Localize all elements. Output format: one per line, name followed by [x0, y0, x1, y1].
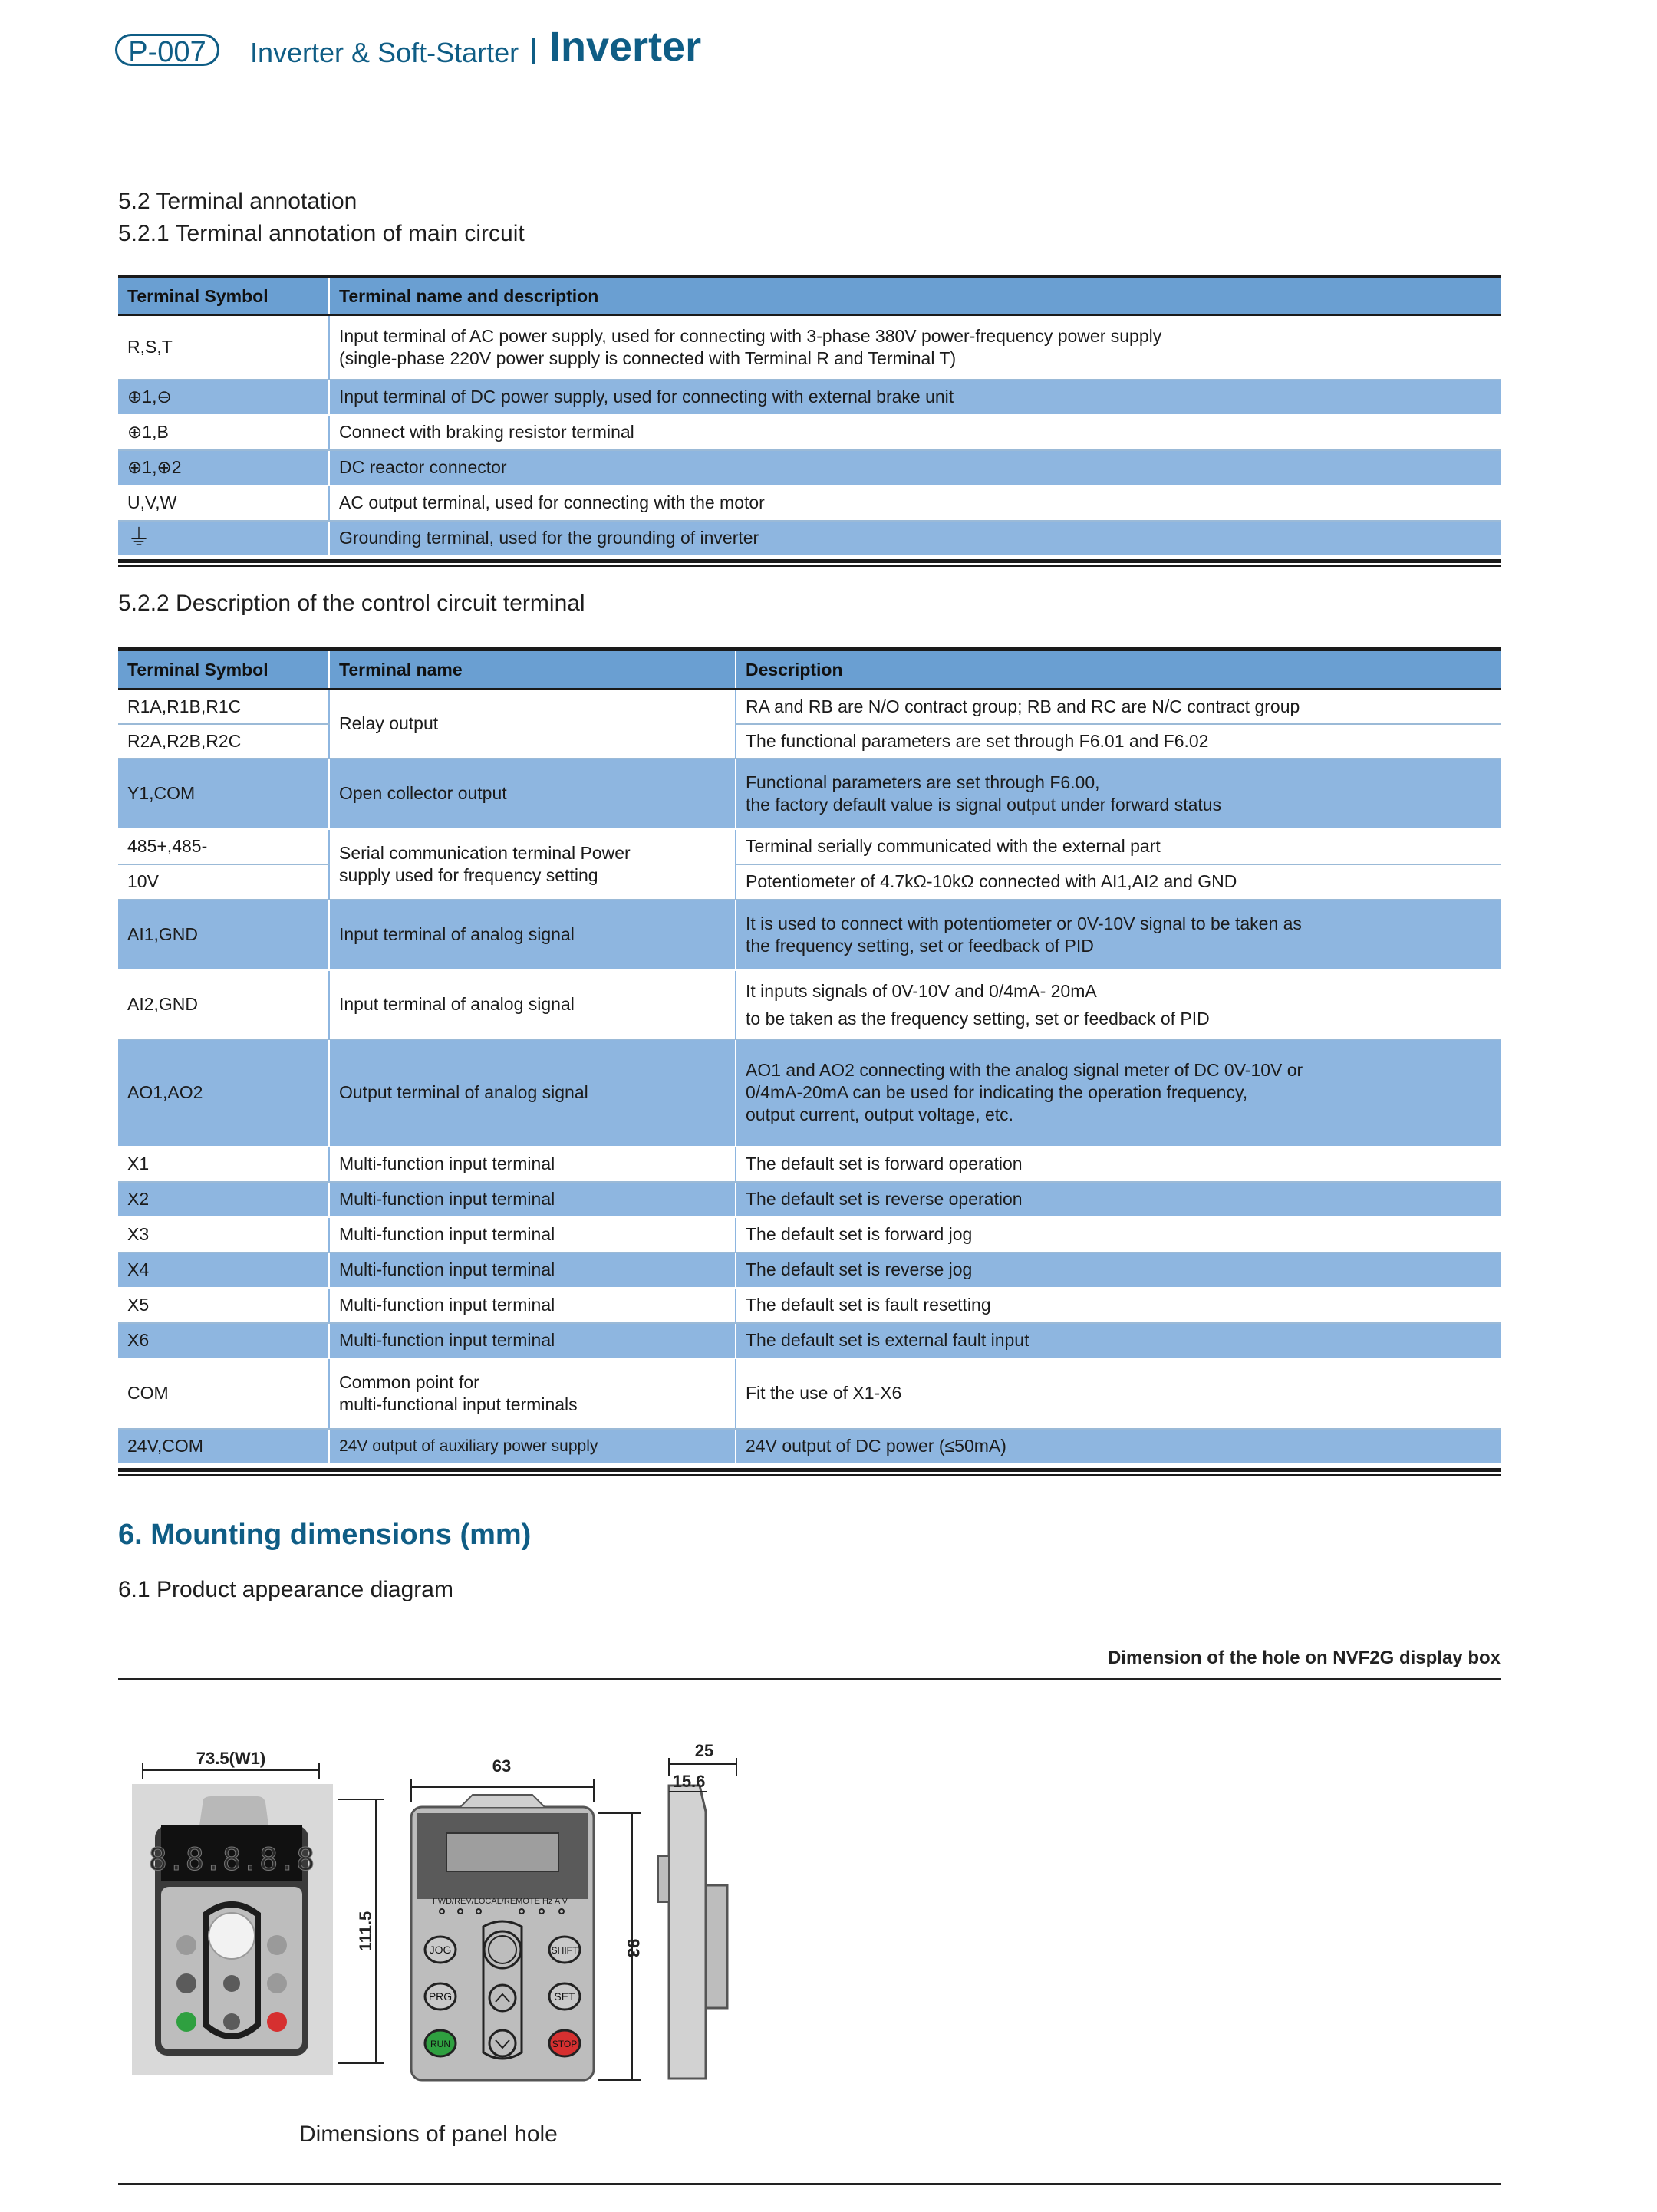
col-header: Terminal Symbol: [118, 650, 329, 690]
col-header: Terminal name: [329, 650, 736, 690]
terminal-symbol: Y1,COM: [118, 759, 329, 829]
table-row: [118, 380, 1501, 415]
terminal-symbol: ⊕1,⊖: [118, 380, 329, 415]
svg-text:SHIFT: SHIFT: [551, 1945, 578, 1956]
terminal-description: Functional parameters are set through F6.00, the factory default value is signal output under forward status: [736, 759, 1501, 829]
terminal-symbol: 24V,COM: [118, 1429, 329, 1464]
table-row: [118, 315, 1501, 380]
terminal-name: Serial communication terminal Power supply used for frequency setting: [329, 829, 736, 900]
section-title: 5.2 Terminal annotation: [118, 189, 357, 214]
section-subtitle: 6.1 Product appearance diagram: [118, 1577, 453, 1602]
potentiometer-knob-icon: [209, 1913, 255, 1959]
table-end-rule: [118, 1468, 1501, 1472]
terminal-symbol: AI2,GND: [118, 970, 329, 1039]
terminal-symbol: AO1,AO2: [118, 1039, 329, 1147]
table-row: [118, 1217, 1501, 1252]
panel-hole-caption: Dimensions of panel hole: [299, 2121, 558, 2147]
terminal-description: Connect with braking resistor terminal: [329, 415, 1501, 450]
terminal-description: Input terminal of AC power supply, used for connecting with 3-phase 380V power-frequency power supply (single-phase 220V power supply is connected with Terminal R and Terminal T): [329, 315, 1501, 380]
table-row: [118, 1323, 1501, 1358]
terminal-name: Multi-function input terminal: [329, 1252, 736, 1288]
indicator-labels: FWD/REV/LOCAL/REMOTE Hz A V: [432, 1897, 568, 1906]
dimension-w1: 73.5(W1): [196, 1749, 266, 1768]
hole-dimension-label: Dimension of the hole on NVF2G display box: [1107, 1647, 1501, 1668]
dimension-h2: 93: [624, 1938, 643, 1958]
table-row: [118, 1358, 1501, 1429]
terminal-description: Fit the use of X1-X6: [736, 1358, 1501, 1429]
terminal-name: Open collector output: [329, 759, 736, 829]
table-row: [118, 450, 1501, 486]
terminal-description: Terminal serially communicated with the external part: [736, 829, 1501, 864]
terminal-name: Input terminal of analog signal: [329, 900, 736, 970]
svg-text:SET: SET: [554, 1990, 575, 2003]
terminal-name: Multi-function input terminal: [329, 1147, 736, 1182]
terminal-symbol: X4: [118, 1252, 329, 1288]
terminal-symbol: 10V: [118, 864, 329, 900]
terminal-symbol: ⊕1,B: [118, 415, 329, 450]
table-end-rule: [118, 565, 1501, 567]
terminal-symbol: R,S,T: [118, 315, 329, 380]
product-appearance-diagram: [123, 1726, 767, 2102]
terminal-description: RA and RB are N/O contract group; RB and RC are N/C contract group: [736, 690, 1501, 724]
terminal-description: The default set is external fault input: [736, 1323, 1501, 1358]
terminal-description: The default set is reverse jog: [736, 1252, 1501, 1288]
terminal-name: Relay output: [329, 690, 736, 759]
terminal-name: Multi-function input terminal: [329, 1323, 736, 1358]
keypad-front-drawing: [411, 1795, 594, 2080]
dimension-d2: 15.6: [672, 1772, 706, 1791]
table-row: [118, 864, 1501, 900]
terminal-name: Multi-function input terminal: [329, 1217, 736, 1252]
table-end-rule: [118, 1474, 1501, 1476]
section-subtitle: 5.2.2 Description of the control circuit terminal: [118, 591, 585, 616]
terminal-description: 24V output of DC power (≤50mA): [736, 1429, 1501, 1464]
terminal-symbol: X3: [118, 1217, 329, 1252]
terminal-description: Input terminal of DC power supply, used for connecting with external brake unit: [329, 380, 1501, 415]
terminal-symbol: COM: [118, 1358, 329, 1429]
dimension-h1: 111.5: [356, 1911, 375, 1952]
table-row: [118, 521, 1501, 556]
table-row: [118, 1182, 1501, 1217]
terminal-description: The default set is forward operation: [736, 1147, 1501, 1182]
table-row: [118, 1288, 1501, 1323]
svg-text:JOG: JOG: [429, 1944, 452, 1956]
table-row: [118, 690, 1501, 724]
dimension-d1: 25: [694, 1741, 714, 1760]
section-heading: 6. Mounting dimensions (mm): [118, 1519, 532, 1551]
divider: [118, 1678, 1501, 1680]
terminal-symbol: ⊕1,⊕2: [118, 450, 329, 486]
terminal-symbol: X2: [118, 1182, 329, 1217]
section-subtitle: 5.2.1 Terminal annotation of main circuit: [118, 221, 525, 246]
terminal-symbol: R2A,R2B,R2C: [118, 724, 329, 759]
table-row: [118, 970, 1501, 1039]
terminal-symbol: AI1,GND: [118, 900, 329, 970]
terminal-name: 24V output of auxiliary power supply: [329, 1429, 736, 1464]
terminal-name: Input terminal of analog signal: [329, 970, 736, 1039]
divider: [118, 2183, 1501, 2185]
table-row: [118, 415, 1501, 450]
terminal-description: AO1 and AO2 connecting with the analog signal meter of DC 0V-10V or 0/4mA-20mA can be used for indicating the operation frequency, output current, output voltage, etc.: [736, 1039, 1501, 1147]
terminal-description: The default set is forward jog: [736, 1217, 1501, 1252]
main-circuit-table: [118, 275, 1501, 557]
terminal-name: Output terminal of analog signal: [329, 1039, 736, 1147]
terminal-name: Multi-function input terminal: [329, 1288, 736, 1323]
keypad-side-view: [658, 1786, 727, 2079]
table-row: [118, 1039, 1501, 1147]
table-row: [118, 486, 1501, 521]
table-row: [118, 1252, 1501, 1288]
table-row: [118, 724, 1501, 759]
terminal-symbol: U,V,W: [118, 486, 329, 521]
table-row: [118, 900, 1501, 970]
terminal-description: Grounding terminal, used for the grounding of inverter: [329, 521, 1501, 556]
terminal-description: DC reactor connector: [329, 450, 1501, 486]
terminal-name: Multi-function input terminal: [329, 1182, 736, 1217]
terminal-description: The functional parameters are set through F6.01 and F6.02: [736, 724, 1501, 759]
terminal-description: The default set is reverse operation: [736, 1182, 1501, 1217]
terminal-description: The default set is fault resetting: [736, 1288, 1501, 1323]
terminal-symbol: R1A,R1B,R1C: [118, 690, 329, 724]
col-header: Terminal Symbol: [118, 277, 329, 315]
terminal-description: AC output terminal, used for connecting with the motor: [329, 486, 1501, 521]
terminal-symbol: X6: [118, 1323, 329, 1358]
table-row: [118, 1429, 1501, 1464]
ground-icon: ⏚: [118, 521, 329, 556]
header-subtitle: Inverter & Soft-Starter: [250, 37, 519, 68]
terminal-description: Potentiometer of 4.7kΩ-10kΩ connected with AI1,AI2 and GND: [736, 864, 1501, 900]
col-header: Description: [736, 650, 1501, 690]
lcd-window: [446, 1833, 558, 1871]
terminal-description: It is used to connect with potentiometer or 0V-10V signal to be taken as the frequency setting, set or feedback of PID: [736, 900, 1501, 970]
table-row: [118, 829, 1501, 864]
terminal-symbol: X1: [118, 1147, 329, 1182]
led-display: 8.8.8.8.8: [148, 1842, 315, 1878]
table-row: [118, 1147, 1501, 1182]
keypad-front-photo: [132, 1784, 333, 2075]
svg-text:RUN: RUN: [430, 2039, 450, 2049]
terminal-symbol: 485+,485-: [118, 829, 329, 864]
svg-text:STOP: STOP: [552, 2039, 578, 2049]
table-row: [118, 759, 1501, 829]
terminal-description: It inputs signals of 0V-10V and 0/4mA- 20mA to be taken as the frequency setting, set or feedback of PID: [736, 970, 1501, 1039]
header-separator: [532, 38, 535, 64]
dimension-w2: 63: [492, 1756, 512, 1776]
page-code-badge: P-007: [115, 34, 219, 66]
header-title: Inverter: [549, 24, 702, 70]
terminal-symbol: X5: [118, 1288, 329, 1323]
terminal-name: Common point for multi-functional input terminals: [329, 1358, 736, 1429]
svg-text:PRG: PRG: [428, 1990, 453, 2003]
table-end-rule: [118, 559, 1501, 563]
col-header: Terminal name and description: [329, 277, 1501, 315]
control-circuit-table: [118, 647, 1501, 1465]
